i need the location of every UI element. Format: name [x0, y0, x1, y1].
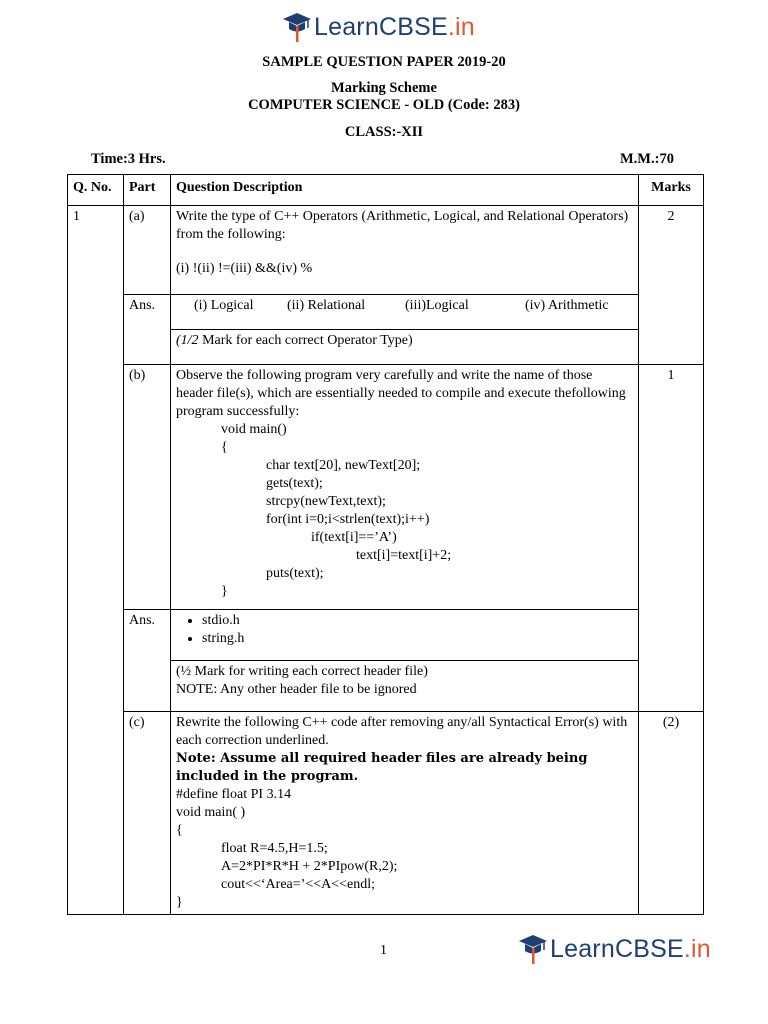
marks-value: (2): [639, 712, 704, 915]
learncbse-logo: [282, 10, 475, 44]
answer-list: [176, 612, 633, 648]
graduation-cap-icon: [518, 932, 548, 966]
ans-label: Ans.: [124, 610, 171, 712]
subject-title: COMPUTER SCIENCE - OLD (Code: 283): [248, 97, 520, 113]
logo-suffix: .in: [447, 12, 475, 41]
marking-note: (½ Mark for writing each correct header file) NOTE: Any other header file to be ignored: [171, 661, 639, 712]
code-line: void main( ): [176, 805, 246, 820]
list-item: • stdio.h: [202, 612, 633, 630]
answer-item: (i) Logical: [194, 298, 254, 313]
code-line: char text[20], newText[20];: [266, 458, 421, 473]
table-row: [68, 295, 704, 330]
logo-text: LearnCBSE: [314, 12, 448, 41]
question-line: (i) !(ii) !=(iii) &&(iv) %: [176, 261, 313, 276]
ans-label: Ans.: [124, 295, 171, 365]
header-marks: Marks: [639, 175, 704, 206]
question-note: Note: Assume all required header files are already being included in the program.: [176, 751, 588, 784]
code-line: gets(text);: [266, 476, 323, 491]
logo-suffix: .in: [683, 934, 711, 963]
question-number: 1: [68, 206, 124, 915]
code-line: {: [221, 440, 228, 455]
table-row: [68, 610, 704, 661]
header-description: Question Description: [171, 175, 639, 206]
code-line: puts(text);: [266, 566, 324, 581]
paper-subtitle: Marking Scheme: [331, 80, 437, 96]
table-header-row: [68, 175, 704, 206]
question-text: [171, 206, 639, 295]
answer-text: [171, 610, 639, 661]
marks-value: 1: [639, 365, 704, 712]
question-text: [171, 365, 639, 610]
marks-value: 2: [639, 206, 704, 365]
answer-item: (iv) Arithmetic: [525, 298, 609, 313]
answer-item: (ii) Relational: [287, 298, 366, 313]
graduation-cap-icon: [282, 10, 312, 44]
code-line: cout<<‘Area=’<<A<<endl;: [221, 877, 375, 892]
table-row: [68, 712, 704, 915]
answer-text: [171, 295, 639, 330]
code-line: void main(): [221, 422, 287, 437]
max-marks-label: M.M.:70: [620, 151, 674, 167]
marking-scheme-table: [67, 174, 704, 915]
time-label: Time:3 Hrs.: [91, 151, 166, 167]
learncbse-footer-logo: [518, 932, 711, 966]
page-number: 1: [380, 943, 387, 958]
code-line: text[i]=text[i]+2;: [356, 548, 452, 563]
paper-title: SAMPLE QUESTION PAPER 2019-20: [262, 54, 506, 70]
code-line: }: [221, 584, 228, 599]
answer-item: (iii)Logical: [405, 298, 469, 313]
code-line: if(text[i]==’A’): [311, 530, 397, 545]
code-line: {: [176, 823, 183, 838]
question-line: Rewrite the following C++ code after removing any/all Syntactical Error(s) with each correction underlined.: [176, 715, 628, 748]
code-line: #define float PI 3.14: [176, 787, 292, 802]
code-line: A=2*PI*R*H + 2*PIpow(R,2);: [221, 859, 398, 874]
class-title: CLASS:-XII: [344, 124, 424, 140]
code-line: }: [176, 895, 183, 910]
question-line: Write the type of C++ Operators (Arithmetic, Logical, and Relational Operators) from the following:: [176, 209, 629, 242]
question-line: Observe the following program very carefully and write the name of those header file(s), which are essentially needed to compile and execute thefollowing program successfully:: [176, 368, 626, 419]
code-line: strcpy(newText,text);: [266, 494, 386, 509]
part-label: (c): [124, 712, 171, 915]
part-label: (a): [124, 206, 171, 295]
table-row: [68, 365, 704, 610]
question-text: [171, 712, 639, 915]
code-line: for(int i=0;i<strlen(text);i++): [266, 512, 430, 527]
code-line: float R=4.5,H=1.5;: [221, 841, 328, 856]
marking-note: (1/2 Mark for each correct Operator Type): [171, 330, 639, 365]
table-row: [68, 206, 704, 295]
list-item: • string.h: [202, 630, 633, 648]
part-label: (b): [124, 365, 171, 610]
header-qno: Q. No.: [68, 175, 124, 206]
logo-text: LearnCBSE: [550, 934, 684, 963]
header-part: Part: [124, 175, 171, 206]
